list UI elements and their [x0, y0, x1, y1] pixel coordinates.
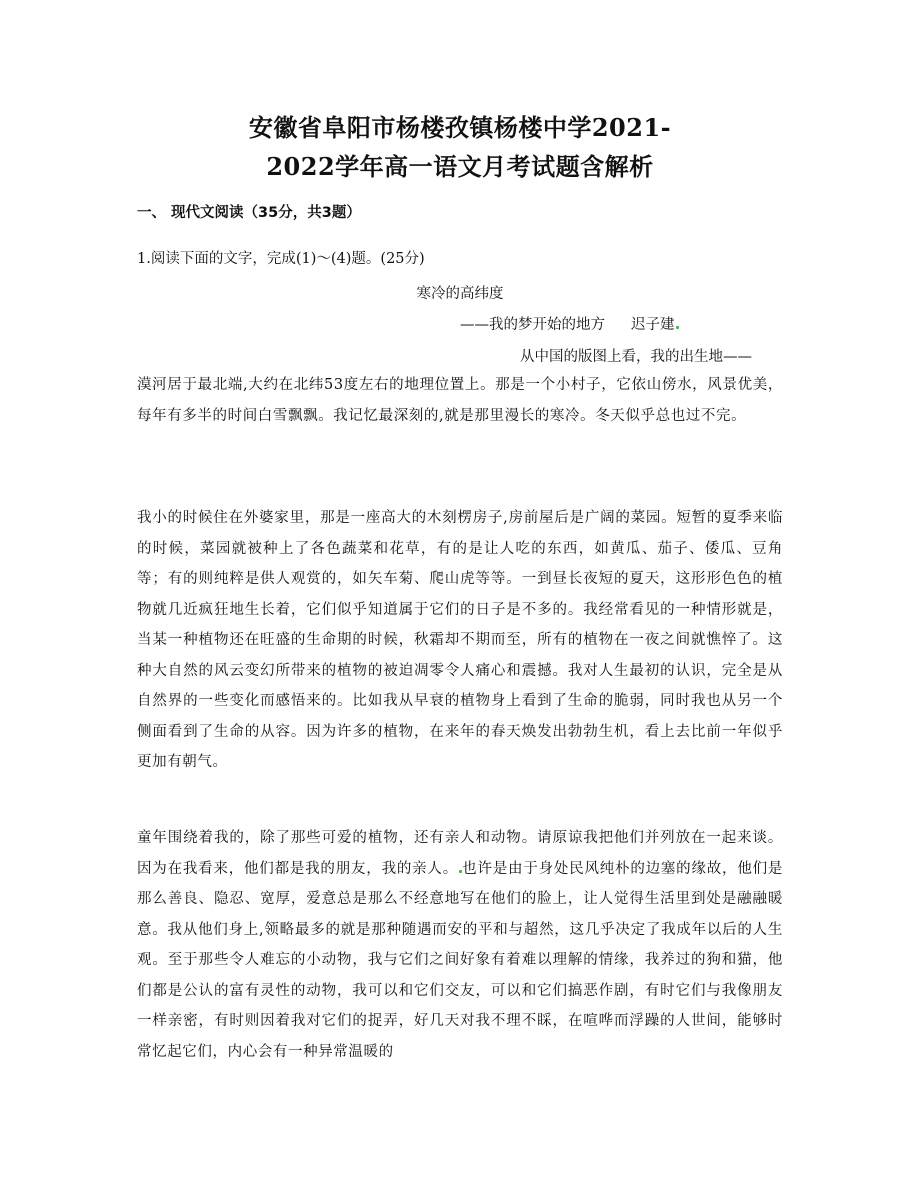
article-author: 迟子建	[631, 317, 675, 333]
title-line-2: 2022学年高一语文月考试题含解析	[266, 152, 654, 181]
question-prompt: 1.阅读下面的文字，完成(1)～(4)题。(25分)	[137, 251, 425, 267]
green-dot-mark	[676, 326, 679, 329]
paragraph-1-first-line: 从中国的版图上看，我的出生地——	[520, 349, 752, 365]
article-subtitle: ——我的梦开始的地方	[460, 317, 605, 333]
article-title: 寒冷的高纬度	[416, 286, 504, 302]
paragraph-1: 漠河居于最北端,大约在北纬53度左右的地理位置上。那是一个小村子，它依山傍水，风景优美，每年有多半的时间白雪飘飘。我记忆最深刻的,就是那里漫长的寒冷。冬天似乎总也过不完。	[137, 377, 783, 424]
paragraph-3-part-1: 童年围绕着我的，除了那些可爱的植物，还有亲人和动物。请原谅我把他们并列放在一起来谈。因为在我看来，他们都是我的朋友，我的亲人。	[137, 830, 783, 877]
paragraph-3	[137, 823, 783, 1067]
article-subtitle-line	[460, 314, 679, 336]
paragraph-3-part-2: 也许是由于身处民风纯朴的边塞的缘故，他们是那么善良、隐忍、宽厚，爱意总是那么不经意地写在他们的脸上，让人觉得生活里到处是融融暖意。我从他们身上,领略最多的就是那种随遇而安的平和与超然，这几乎决定了我成年以后的人生观。至于那些令人难忘的小动物，我与它们之间好象有着难以理解的情缘，我养过的狗和猫，他们都是公认的富有灵性的动物，我可以和它们交友，可以和它们搞恶作剧，有时它们与我像朋友一样亲密，有时则因着我对它们的捉弄，好几天对我不理不睬，在喧哗而浮躁的人世间，能够时常忆起它们，内心会有一种异常温暖的	[137, 860, 783, 1060]
document-title	[120, 108, 800, 186]
title-line-1: 安徽省阜阳市杨楼孜镇杨楼中学2021-	[248, 113, 672, 142]
section-heading: 一、 现代文阅读（35分，共3题）	[137, 205, 361, 221]
paragraph-2: 我小的时候住在外婆家里，那是一座高大的木刻楞房子,房前屋后是广阔的菜园。短暂的夏季来临的时候，菜园就被种上了各色蔬菜和花草，有的是让人吃的东西，如黄瓜、茄子、倭瓜、豆角等；有的则纯粹是供人观赏的，如矢车菊、爬山虎等等。一到昼长夜短的夏天，这形形色色的植物就几近疯狂地生长着，它们似乎知道属于它们的日子是不多的。我经常看见的一种情形就是，当某一种植物还在旺盛的生命期的时候，秋霜却不期而至，所有的植物在一夜之间就憔悴了。这种大自然的风云变幻所带来的植物的被迫凋零令人痛心和震撼。我对人生最初的认识，完全是从自然界的一些变化而感悟来的。比如我从早衰的植物身上看到了生命的脆弱，同时我也从另一个侧面看到了生命的从容。因为许多的植物，在来年的春天焕发出勃勃生机，看上去比前一年似乎更加有朝气。	[137, 510, 783, 770]
